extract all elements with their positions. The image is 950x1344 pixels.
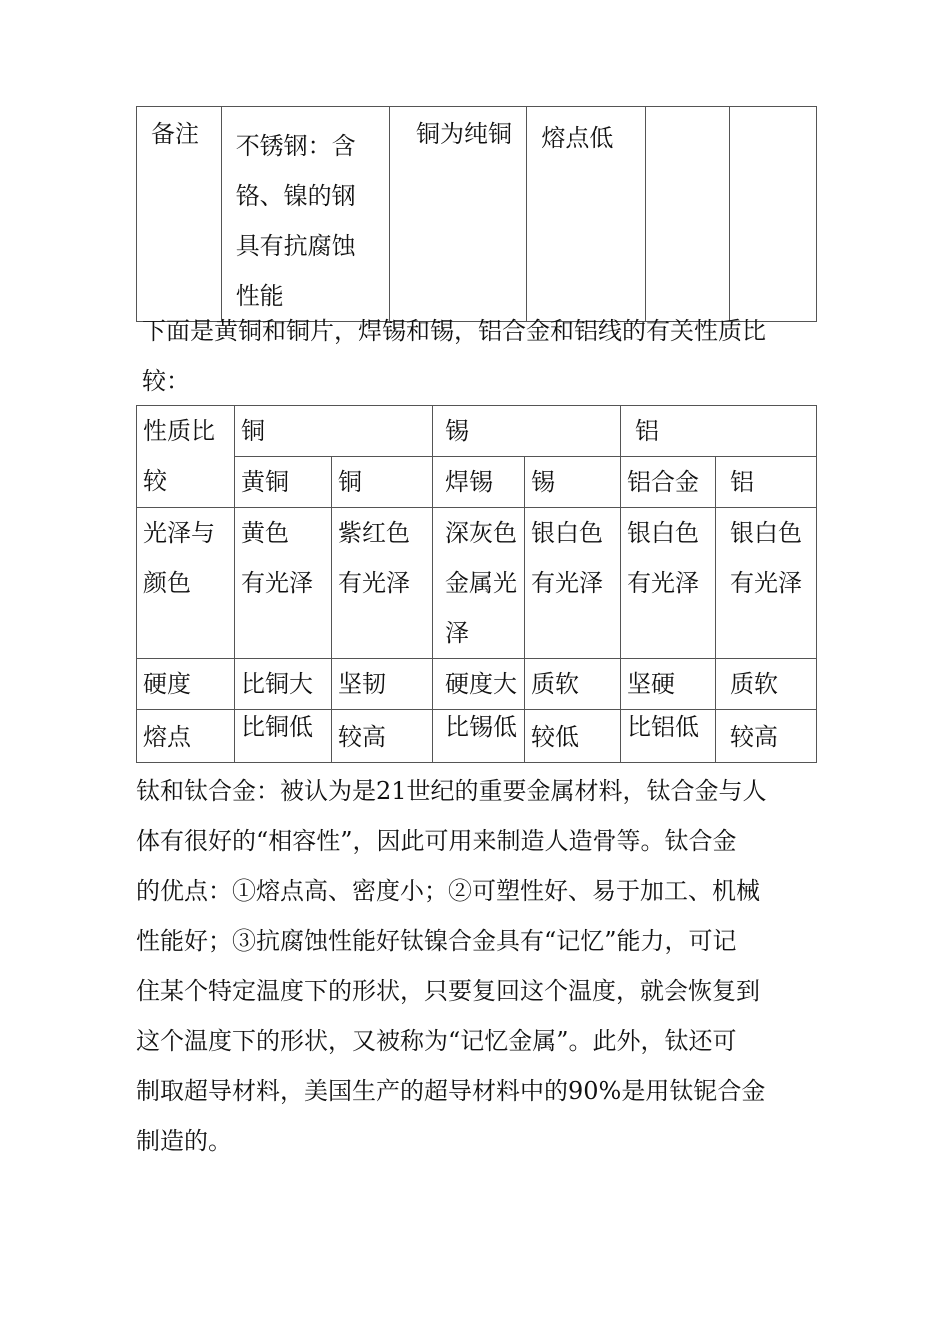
text-line: 制取超导材料，美国生产的超导材料中的90%是用钛铌合金 (136, 1077, 766, 1105)
comparison-table (136, 405, 817, 763)
row-label: 熔点 (137, 710, 235, 763)
table-cell: 银白色 有光泽 (716, 508, 817, 659)
table-cell: 坚硬 (621, 659, 716, 710)
remark-table (136, 106, 817, 322)
table-cell: 较高 (716, 710, 817, 763)
corner-line: 较 (143, 467, 167, 495)
row-label: 硬度 (137, 659, 235, 710)
intro-line: 较： (142, 367, 190, 395)
table-cell: 比铝低 (621, 710, 716, 763)
stainless-note-cell (221, 107, 389, 322)
table-row (137, 710, 817, 763)
stainless-line: 性能 (235, 282, 284, 310)
stainless-line: 不锈钢：含 (235, 132, 356, 160)
titanium-paragraph (136, 766, 816, 1166)
table-cell: 深灰色 金属光 泽 (433, 508, 525, 659)
text-line: 住某个特定温度下的形状，只要复回这个温度，就会恢复到 (136, 977, 760, 1005)
melt-note: 熔点低 (541, 124, 614, 152)
subheader-cell: 焊锡 (433, 457, 525, 508)
group-header-copper: 铜 (235, 406, 433, 457)
table-cell: 紫红色 有光泽 (332, 508, 433, 659)
copper-note: 铜为纯铜 (415, 120, 512, 148)
stainless-line: 具有抗腐蚀 (235, 232, 356, 260)
subheader-cell: 锡 (525, 457, 621, 508)
text-line: 钛和钛合金：被认为是21世纪的重要金属材料，钛合金与人 (136, 777, 767, 805)
text-line: 体有很好的“相容性”，因此可用来制造人造骨等。钛合金 (136, 827, 737, 855)
table-cell: 质软 (525, 659, 621, 710)
table-cell: 质软 (716, 659, 817, 710)
subheader-cell: 黄铜 (235, 457, 332, 508)
text-line: 制造的。 (136, 1127, 232, 1155)
corner-cell (137, 406, 235, 508)
copper-note-cell (389, 107, 526, 322)
stainless-line: 铬、镍的钢 (235, 182, 356, 210)
table-cell: 比锡低 (433, 710, 525, 763)
group-header-tin: 锡 (433, 406, 621, 457)
remark-label-cell (137, 107, 222, 322)
table-cell: 银白色 有光泽 (525, 508, 621, 659)
subheader-row (137, 457, 817, 508)
table-cell: 比铜低 (235, 710, 332, 763)
table-cell: 较高 (332, 710, 433, 763)
text-line: 这个温度下的形状，又被称为“记忆金属”。此外，钛还可 (136, 1027, 737, 1055)
empty-cell (730, 107, 817, 322)
empty-cell (645, 107, 730, 322)
group-header-aluminum: 铝 (621, 406, 817, 457)
table-cell: 比铜大 (235, 659, 332, 710)
remark-row (137, 107, 817, 322)
subheader-cell: 铝合金 (621, 457, 716, 508)
subheader-cell: 铜 (332, 457, 433, 508)
table-row (137, 659, 817, 710)
text-line: 的优点：①熔点高、密度小；②可塑性好、易于加工、机械 (136, 877, 760, 905)
table-cell: 坚韧 (332, 659, 433, 710)
corner-line: 性质比 (143, 417, 215, 445)
subheader-cell: 铝 (716, 457, 817, 508)
intro-line: 下面是黄铜和铜片，焊锡和锡，铝合金和铝线的有关性质比 (142, 317, 766, 345)
remark-label: 备注 (151, 120, 199, 148)
table-cell: 黄色 有光泽 (235, 508, 332, 659)
table-row (137, 508, 817, 659)
text-line: 性能好；③抗腐蚀性能好钛镍合金具有“记忆”能力，可记 (136, 927, 737, 955)
group-header-row (137, 406, 817, 457)
table-cell: 硬度大 (433, 659, 525, 710)
melt-note-cell (527, 107, 645, 322)
table-cell: 较低 (525, 710, 621, 763)
row-label: 光泽与 颜色 (137, 508, 235, 659)
table-cell: 银白色 有光泽 (621, 508, 716, 659)
intro-paragraph (142, 306, 822, 406)
